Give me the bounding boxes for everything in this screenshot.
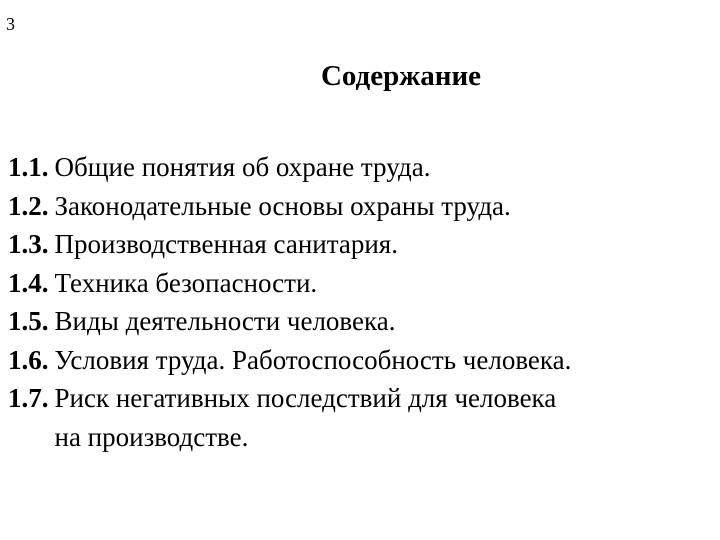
toc-item-1-6 [8, 341, 714, 380]
toc-item-1-3 [8, 225, 714, 264]
toc-text-line-1: Риск негативных последствий для человека [54, 383, 557, 413]
toc-text-wrapped [55, 379, 557, 456]
toc-item-1-1 [8, 148, 714, 187]
toc-item-1-5 [8, 302, 714, 341]
toc-number: 1.7. [8, 383, 49, 413]
table-of-contents [8, 148, 714, 456]
toc-text-line-2: на производстве. [54, 421, 249, 452]
toc-text: Производственная санитария. [54, 229, 398, 259]
toc-number: 1.2. [8, 190, 49, 221]
toc-number: 1.1. [8, 152, 49, 182]
toc-item-1-7 [8, 379, 714, 456]
toc-text: Условия труда. Работоспособность человека. [54, 344, 572, 375]
toc-text: Виды деятельности человека. [54, 306, 396, 336]
page-number: 3 [6, 14, 15, 34]
toc-item-1-2 [8, 187, 714, 226]
toc-number: 1.3. [8, 229, 49, 259]
toc-number: 1.4. [8, 267, 49, 298]
page-title: Содержание [320, 60, 482, 92]
toc-number: 1.5. [8, 306, 49, 336]
toc-text: Техника безопасности. [54, 267, 318, 298]
toc-text: Законодательные основы охраны труда. [54, 190, 511, 221]
toc-item-1-4 [8, 264, 714, 303]
toc-number: 1.6. [8, 344, 49, 375]
toc-text: Общие понятия об охране труда. [54, 152, 431, 182]
